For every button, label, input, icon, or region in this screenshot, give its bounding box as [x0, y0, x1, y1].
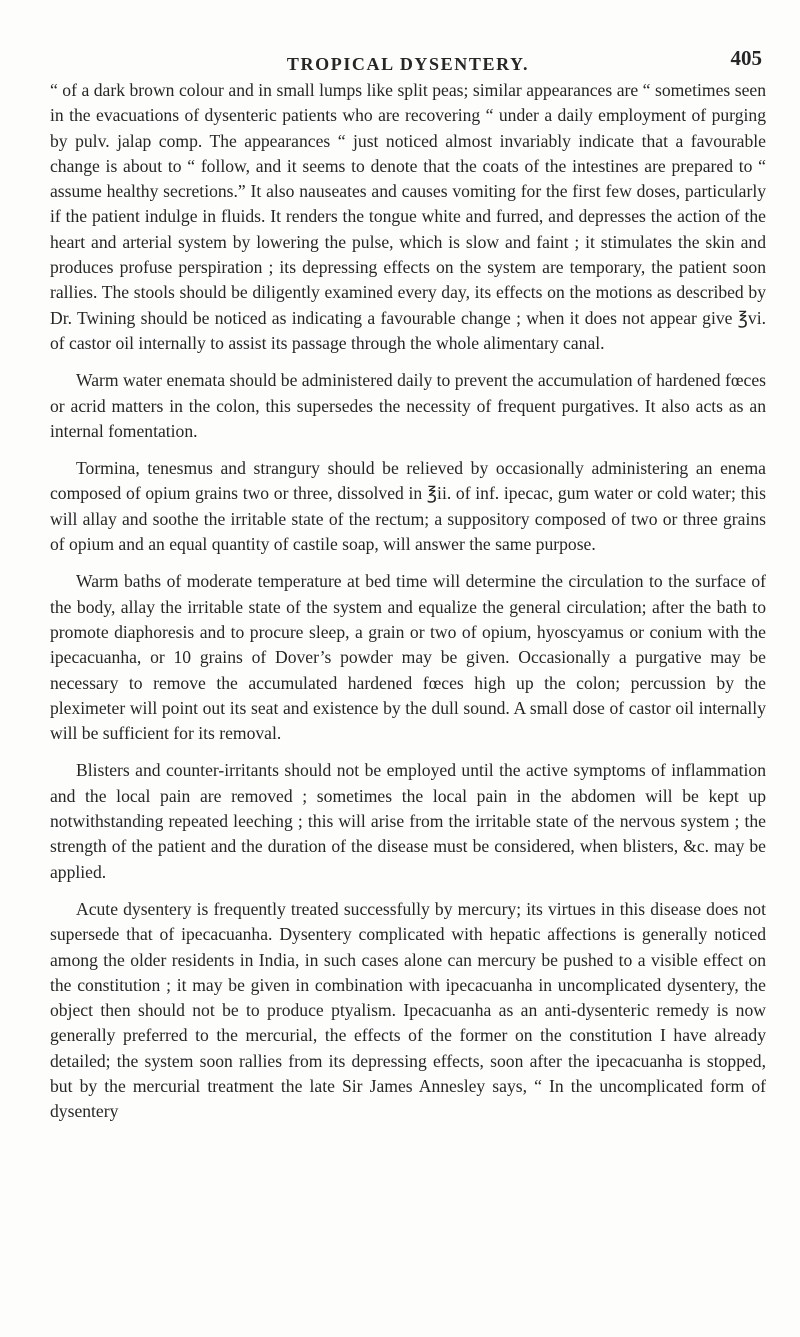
paragraph-warm-baths: Warm baths of moderate temperature at bed time will determine the circulation to the surface of the body, allay the irritable state of the system and equalize the general circulation; after the bath to promote diaphoresis and to procure sleep, a grain or two of opium, hyoscyamus or conium with the ipecacuanha, or 10 grains of Dover’s powder may be given. Occasionally a purgative may be necessary to remove the accumulated hardened fœces high up the colon; percussion by the pleximeter will point out its seat and existence by the dull sound. A small dose of castor oil internally will be sufficient for its removal. — [50, 571, 766, 744]
paragraph-mercury: Acute dysentery is frequently treated successfully by mercury; its virtues in this disease does not supersede that of ipecacuanha. Dysentery complicated with hepatic affections is generally noticed among the older residents in India, in such cases alone can mercury be pushed to a visible effect on the constitution ; it may be given in combination with ipecacuanha in uncomplicated dysentery, the object then should not be to produce ptyalism. Ipecacuanha as an anti-dysenteric remedy is now generally preferred to the mercurial, the effects of the former on the constitution I have already detailed; the system soon rallies from its depressing effects, soon after the ipecacuanha is stopped, but by the mercurial treatment the late Sir James Annesley says, “ In the uncomplicated form of dysentery — [50, 898, 766, 1122]
running-title: TROPICAL DYSENTERY. — [286, 54, 530, 74]
body-text — [50, 78, 766, 1125]
running-head — [50, 42, 766, 78]
paragraph-enemata: Warm water enemata should be administered daily to prevent the accumulation of hardened fœces or acrid matters in the colon, this supersedes the necessity of frequent purgatives. It also acts as an internal fomentation. — [50, 370, 766, 441]
paragraph-tormina: Tormina, tenesmus and strangury should be relieved by occasionally administering an enema composed of opium grains two or three, dissolved in ℥ii. of inf. ipecac, gum water or cold water; this will allay and soothe the irritable state of the rectum; a suppository composed of two or three grains of opium and an equal quantity of castile soap, will answer the same purpose. — [50, 458, 766, 555]
paragraph-continued-quote: “ of a dark brown colour and in small lumps like split peas; similar appearances are “ sometimes seen in the evacuations of dysenteric patients who are recovering “ under a daily employment of purging by pulv. jalap comp. The appearances “ just noticed almost invariably indicate that a favourable change is about to “ follow, and it seems to denote that the coats of the intestines are prepared to “ assume healthy secretions.” It also nauseates and causes vomiting for the first few doses, particularly if the patient indulge in fluids. It renders the tongue white and furred, and depresses the action of the heart and arterial system by lowering the pulse, which is slow and faint ; it stimulates the skin and produces profuse perspiration ; its depressing effects on the system are temporary, the patient soon rallies. The stools should be diligently examined every day, its effects on the motions as described by Dr. Twining should be noticed as indicating a favourable change ; when it does not appear give ℥vi. of castor oil internally to assist its passage through the whole alimentary canal. — [50, 80, 766, 353]
paragraph-blisters: Blisters and counter-irritants should not be employed until the active symptoms of inflammation and the local pain are removed ; sometimes the local pain in the abdomen will be kept up notwithstanding repeated leeching ; this will arise from the irritable state of the nervous system ; the strength of the patient and the duration of the disease must be considered, when blisters, &c. may be applied. — [50, 760, 766, 882]
page-number: 405 — [730, 46, 762, 70]
